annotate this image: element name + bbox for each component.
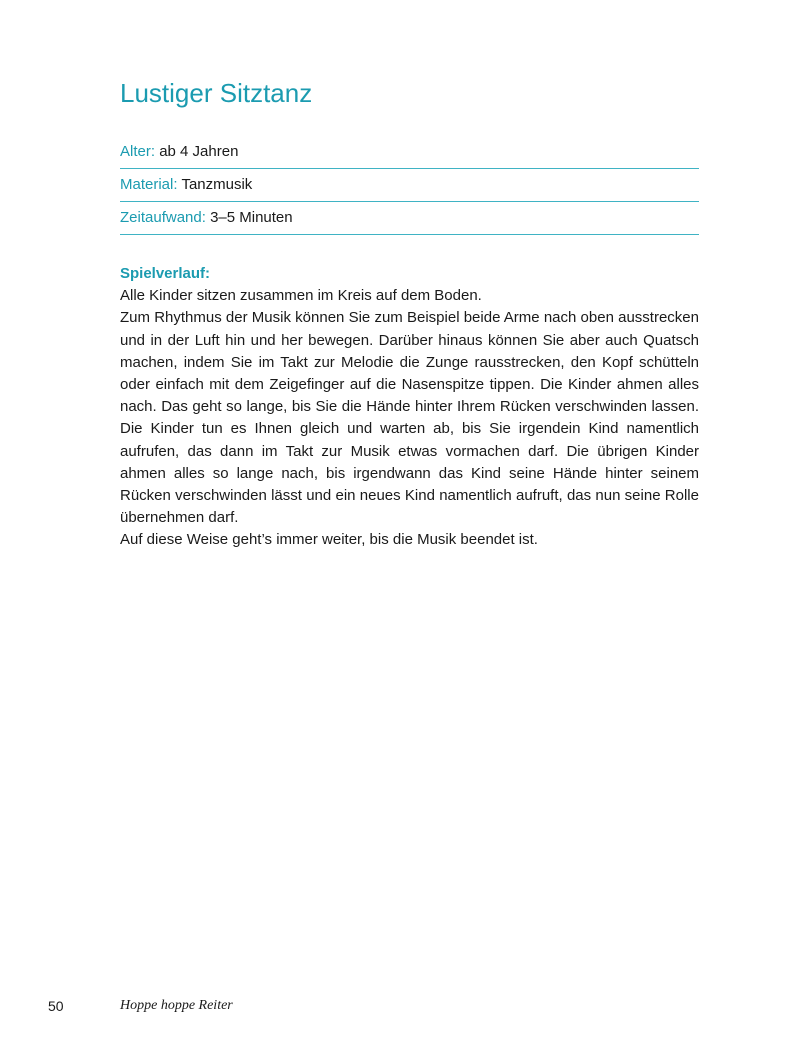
page-number: 50	[48, 998, 64, 1014]
info-table	[120, 137, 699, 235]
material-value: Tanzmusik	[181, 176, 253, 193]
paragraph-intro: Alle Kinder sitzen zusammen im Kreis auf dem Boden.	[120, 287, 482, 305]
info-row-duration	[120, 203, 699, 235]
info-row-age	[120, 137, 699, 169]
age-label: Alter:	[120, 143, 156, 160]
age-value: ab 4 Jahren	[159, 143, 239, 160]
game-description	[120, 263, 699, 552]
section-heading: Spielverlauf:	[120, 265, 211, 282]
duration-value: 3–5 Minuten	[210, 209, 293, 226]
duration-label: Zeitaufwand:	[120, 209, 206, 226]
paragraph-outro: Auf diese Weise geht’s immer weiter, bis die Musik beendet ist.	[120, 531, 538, 549]
info-row-material	[120, 170, 699, 202]
paragraph-main: Zum Rhythmus der Musik können Sie zum Beispiel beide Arme nach oben ausstrecken und in der Luft hin und her bewegen. Darüber hinaus können Sie aber auch Quatsch machen, indem Sie im Takt zur Melodie die Zunge rausstrecken, den Kopf schütteln oder einfach mit dem Zeigefinger auf die Nasenspitze tippen. Die Kinder ahmen alles nach. Das geht so lange, bis Sie die Hände hinter Ihrem Rücken verschwinden lassen. Die Kinder tun es Ihnen gleich und warten ab, bis Sie irgendein Kind namentlich aufrufen, das dann im Takt zur Musik etwas vormachen darf. Die übrigen Kinder ahmen alles so lange nach, bis irgendwann das Kind seine Hände hinter seinem Rücken verschwinden lässt und ein neues Kind namentlich aufruft, das nun seine Rolle übernehmen darf.	[120, 309, 699, 527]
material-label: Material:	[120, 176, 178, 193]
page-title: Lustiger Sitztanz	[120, 78, 313, 108]
book-title: Hoppe hoppe Reiter	[120, 998, 233, 1013]
